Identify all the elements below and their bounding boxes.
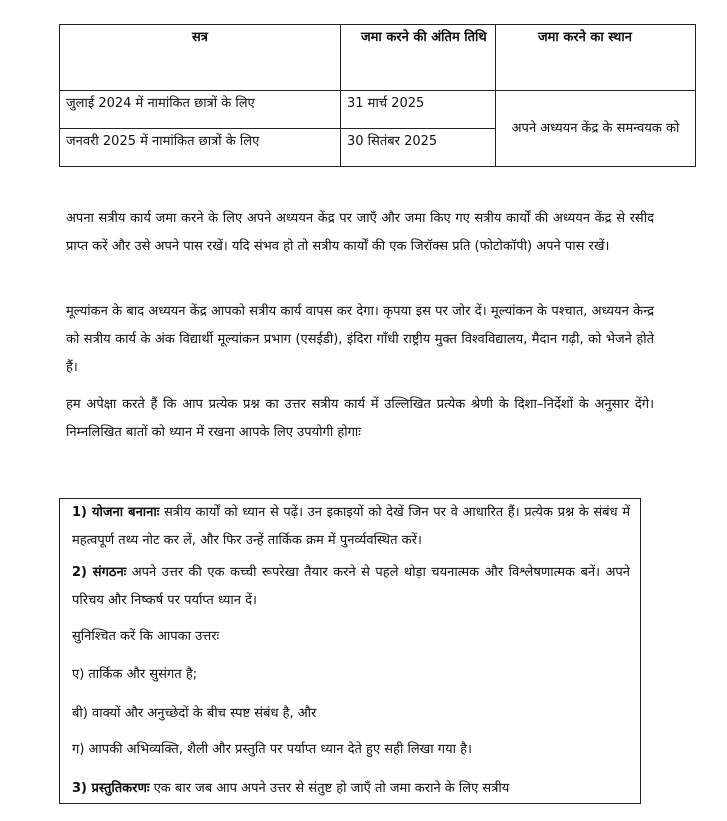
header-deadline: जमा करने की अंतिम तिथि bbox=[341, 25, 496, 91]
presentation-title: 3) प्रस्तुतिकरणः bbox=[72, 781, 150, 796]
paragraph-submission: अपना सत्रीय कार्य जमा करने के लिए अपने अध्ययन केंद्र पर जाएँ और जमा किए गए सत्रीय कार्यों की अध्ययन केंद्र से रसीद प्राप्त करें और उसे अपने पास रखें। यदि संभव हो तो सत्रीय कार्यों की एक जिरॉक्स प्रति (फोटोकॉपी) अपने पास रखें। bbox=[66, 211, 654, 254]
guidelines-box bbox=[59, 498, 641, 804]
point-a: ए) तार्किक और सुसंगत है; bbox=[72, 667, 198, 682]
planning-text: सत्रीय कार्यों को ध्यान से पढ़ें। उन इकाइयों को देखें जिन पर वे आधारित हैं। प्रत्येक प्रश्न के संबंध में महत्वपूर्ण तथ्य नोट कर लें, और फिर उन्हें तार्किक क्रम में पुनर्व्यवस्थित करें। bbox=[72, 505, 630, 548]
planning-point bbox=[72, 499, 630, 555]
session-cell: जुलाई 2024 में नामांकित छात्रों के लिए bbox=[60, 91, 341, 129]
header-session: सत्र bbox=[60, 25, 341, 91]
presentation-point bbox=[72, 775, 630, 803]
organization-title: 2) संगठनः bbox=[72, 565, 127, 580]
point-b: बी) वाक्यों और अनुच्छेदों के बीच स्पष्ट संबंध है, और bbox=[72, 706, 317, 721]
table-header-row bbox=[60, 25, 696, 91]
organization-point bbox=[72, 559, 630, 615]
session-cell: जनवरी 2025 में नामांकित छात्रों के लिए bbox=[60, 129, 341, 167]
deadline-cell: 31 मार्च 2025 bbox=[341, 91, 496, 129]
place-cell: अपने अध्ययन केंद्र के समन्वयक को bbox=[496, 91, 696, 167]
organization-text: अपने उत्तर की एक कच्ची रूपरेखा तैयार करने से पहले थोड़ा चयनात्मक और विश्लेषणात्मक बनें। अपने परिचय और निष्कर्ष पर पर्याप्त ध्यान दें। bbox=[72, 565, 630, 608]
presentation-text: एक बार जब आप अपने उत्तर से संतुष्ट हो जाएँ तो जमा कराने के लिए सत्रीय bbox=[149, 781, 510, 796]
table-row bbox=[60, 91, 696, 129]
point-c: ग) आपकी अभिव्यक्ति, शैली और प्रस्तुति पर पर्याप्त ध्यान देते हुए सही लिखा गया है। bbox=[72, 742, 472, 757]
paragraph-guidelines: हम अपेक्षा करते हैं कि आप प्रत्येक प्रश्न का उत्तर सत्रीय कार्य में उल्लिखित प्रत्येक श्रेणी के दिशा–निर्देशों के अनुसार देंगे। निम्नलिखित बातों को ध्यान में रखना आपके लिए उपयोगी होगाः bbox=[66, 397, 654, 440]
ensure-text: सुनिश्चित करें कि आपका उत्तरः bbox=[72, 629, 220, 644]
header-place: जमा करने का स्थान bbox=[496, 25, 696, 91]
planning-title: 1) योजना बनानाः bbox=[72, 505, 160, 520]
submission-schedule-table bbox=[59, 24, 696, 167]
deadline-cell: 30 सितंबर 2025 bbox=[341, 129, 496, 167]
paragraph-evaluation: मूल्यांकन के बाद अध्ययन केंद्र आपको सत्रीय कार्य वापस कर देगा। कृपया इस पर जोर दें। मूल्यांकन के पश्चात, अध्ययन केन्द्र को सत्रीय कार्य के अंक विद्यार्थी मूल्यांकन प्रभाग (एसईडी), इंदिरा गाँधी राष्ट्रीय मुक्त विश्वविद्यालय, मैदान गढ़ी, को भेजने होते हैं। bbox=[66, 304, 654, 375]
